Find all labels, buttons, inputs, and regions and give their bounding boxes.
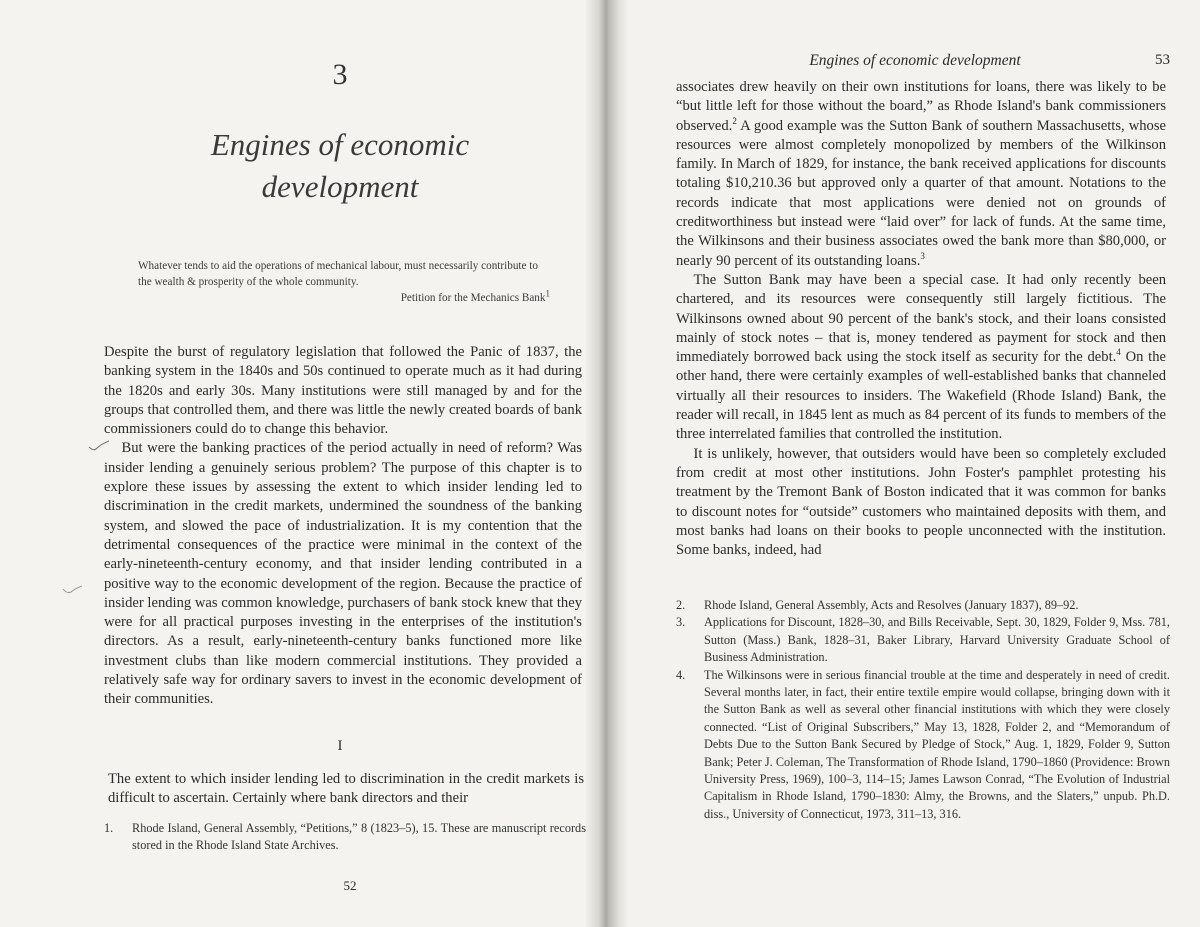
- footnote-text: Applications for Discount, 1828–30, and Bills Receivable, Sept. 30, 1829, Folder 9, Mss. 781, Sutton (Mass.) Bank, 1828–31, Baker Library, Harvard University Graduate School of Business Administration.: [704, 615, 1170, 665]
- paragraph-continued-text: associates drew heavily on their own institutions for loans, there was likely to be “but little left for those without the board,” as Rhode Island's bank commissioners observed.: [676, 79, 1166, 134]
- page-number-right: 53: [1155, 52, 1170, 68]
- paragraph-outsiders: It is unlikely, however, that outsiders would have been so completely excluded from credit at most other institutions. John Foster's pamphlet protesting his treatment by the Tremont Bank of Boston indicated that it was common for banks to discount notes for “outside” customers who maintained deposits with them, and most banks had loans on their books to people unconnected with the institution. Some banks, indeed, had: [676, 445, 1166, 559]
- footnote-number: 1.: [104, 821, 114, 835]
- paragraph-sutton-bank-text-2: On the other hand, there were certainly examples of well-established banks that channeled virtually all their resources to insiders. The Wakefield (Rhode Island) Bank, the reader will recall, in 1845 lent as much as 84 percent of its funds to members of the three interrelated families that controlled the institution.: [676, 349, 1166, 443]
- paragraph-continued: [676, 78, 1166, 271]
- note-marker: 4: [1116, 347, 1121, 358]
- footnote-number: 3.: [676, 615, 686, 630]
- footnote-number: 4.: [676, 667, 686, 682]
- footnotes-right: [676, 597, 1170, 823]
- chapter-number: 3: [332, 58, 348, 91]
- page-number-left: 52: [343, 878, 357, 893]
- chapter-title-line2: development: [261, 169, 419, 204]
- footnote: [676, 597, 1170, 614]
- paragraph-sutton-bank: [676, 271, 1166, 445]
- right-page: [600, 0, 1200, 927]
- epigraph: Whatever tends to aid the operations of mechanical labour, must necessarily contribute to the wealth & prosperity of the whole community.: [138, 260, 538, 288]
- paragraph-continued-text-2: A good example was the Sutton Bank of southern Massachusetts, whose resources were almost completely monopolized by members of the Wilkinson family. In March of 1829, for instance, the bank received applications for discounts totaling $10,210.36 but approved only a quarter of that amount. Notations to the records indicate that most applications were denied not on grounds of creditworthiness but instead were “laid over” for lack of funds. At the same time, the Wilkinsons and their business associates owed the bank more than $80,000, or nearly 90 percent of its outstanding loans.: [676, 117, 1166, 269]
- footnote-text: Rhode Island, General Assembly, “Petitions,” 8 (1823–5), 15. These are manuscript records stored in the Rhode Island State Archives.: [132, 821, 586, 852]
- epigraph-note-marker: 1: [545, 288, 550, 299]
- footnotes-left: [104, 820, 586, 854]
- body-text-right: [676, 78, 1166, 560]
- body-text-left: [104, 343, 582, 710]
- footnote-text: The Wilkinsons were in serious financial trouble at the time and desperately in need of credit. Several months later, in fact, their entire textile empire would collapse, bringing down with it the Sutton Bank as well as several other financial institutions with which they were closely connected. “List of Original Subscribers,” May 13, 1828, Folder 2, and “Memorandum of Debts Due to the Sutton Bank Secured by Pledge of Stock,” Aug. 1, 1829, Folder 9, Sutton Bank; Peter J. Coleman, The Transformation of Rhode Island, 1790–1860 (Providence: Brown University Press, 1969), 100–3, 114–15; James Lawson Conrad, “The Evolution of Industrial Capitalism in Rhode Island, 1790–1830: Almy, the Browns, and the Slaters,” unpub. Ph.D. diss., University of Connecticut, 1973, 311–13, 316.: [704, 667, 1170, 821]
- footnote-text: Rhode Island, General Assembly, Acts and Resolves (January 1837), 89–92.: [704, 598, 1079, 612]
- pencil-check-mark-icon: [88, 440, 108, 452]
- footnote-number: 2.: [676, 598, 686, 612]
- note-marker: 2: [732, 115, 737, 126]
- footnote: [676, 614, 1170, 666]
- note-marker: 3: [920, 250, 925, 261]
- running-head-title: Engines of economic development: [809, 52, 1021, 69]
- paragraph-3: The extent to which insider lending led to discrimination in the credit markets is difficult to ascertain. Certainly where bank directors and their: [108, 771, 584, 807]
- paragraph-2: But were the banking practices of the period actually in need of reform? Was insider lending a genuinely serious problem? The purpose of this chapter is to explore these issues by assessing the extent to which insider lending led to discrimination in the credit markets, undermined the soundness of the banking system, and slowed the pace of industrialization. It is my contention that the detrimental consequences of the practice were minimal in the context of the early-nineteenth-century economy, and that insider lending contributed in a positive way to the economic development of the region. Because the practice of insider lending was common knowledge, purchasers of bank stock knew that they were for all practical purposes investing in the enterprises of the institution's directors. As a result, early-nineteenth-century banks functioned more like investment clubs than like modern commercial institutions. They provided a relatively safe way for ordinary savers to invest in the economic development of their communities.: [104, 440, 582, 708]
- paragraph-1: Despite the burst of regulatory legislation that followed the Panic of 1837, the banking system in the 1840s and 50s continued to operate much as it had during the 1820s and early 30s. Many institutions were still managed by and for the groups that controlled them, and there was little the newly created boards of bank commissioners could do to change this behavior.: [104, 344, 582, 438]
- section-numeral: I: [337, 738, 343, 754]
- chapter-title: [160, 124, 520, 208]
- chapter-title-line1: Engines of economic: [210, 127, 470, 162]
- footnote: [104, 820, 586, 854]
- pencil-check-mark-icon: [62, 584, 82, 596]
- body-text-left-section: [108, 770, 584, 809]
- epigraph-attribution-text: Petition for the Mechanics Bank: [400, 292, 546, 304]
- epigraph-attribution: [300, 288, 550, 304]
- footnote: [676, 667, 1170, 824]
- paragraph-sutton-bank-text: The Sutton Bank may have been a special case. It had only recently been chartered, and its resources were consequently still largely fictitious. The Wilkinsons owned about 90 percent of the bank's stock, and their loans consisted mainly of stock notes – that is, money tendered as payment for stock and then immediately borrowed back using the stock itself as security for the debt.: [676, 271, 1166, 366]
